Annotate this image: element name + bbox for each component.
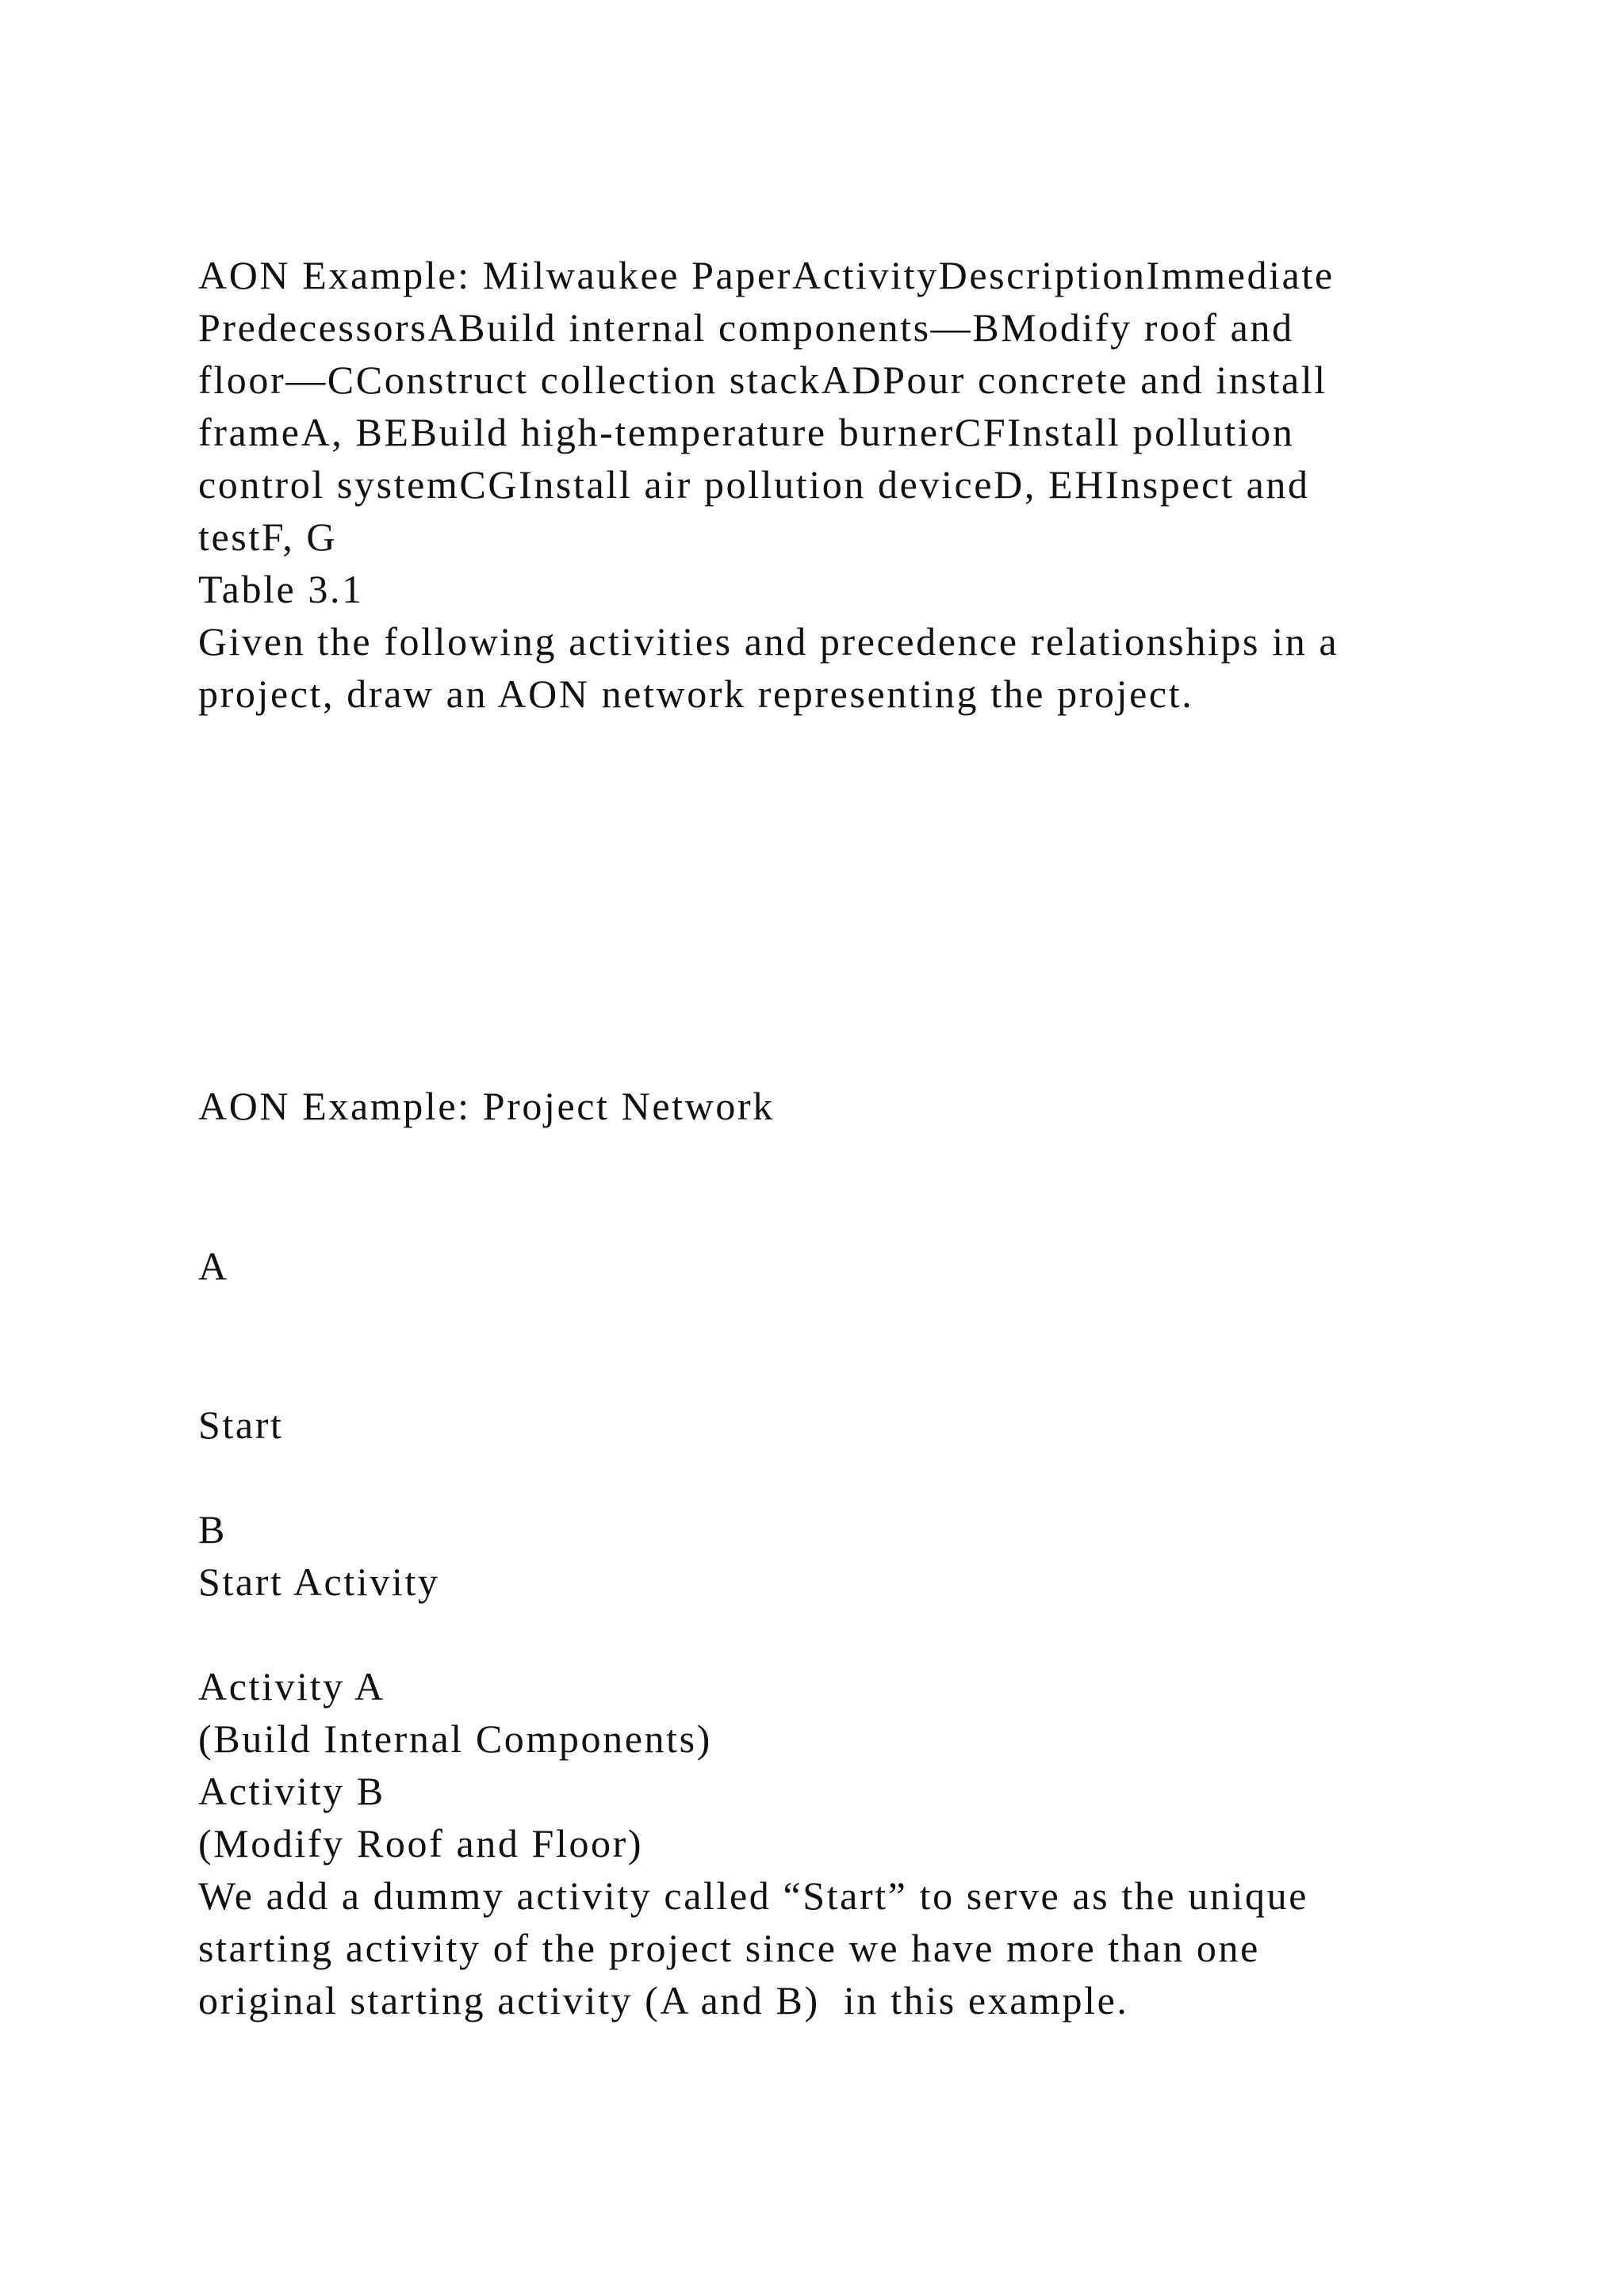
node-label-a: A — [198, 1244, 229, 1288]
table-text-line: AON Example: Milwaukee PaperActivityDescriptionImmediate — [198, 253, 1335, 297]
instruction-line: project, draw an AON network representing the project. — [198, 672, 1194, 716]
node-label-start: Start — [198, 1402, 284, 1447]
table-caption: Table 3.1 — [198, 567, 364, 611]
instruction-line: Given the following activities and precedence relationships in a — [198, 619, 1339, 664]
network-heading: AON Example: Project Network — [198, 1084, 775, 1128]
label-activity-a-description: (Build Internal Components) — [198, 1716, 712, 1761]
label-activity-b-description: (Modify Roof and Floor) — [198, 1821, 644, 1866]
note-line: We add a dummy activity called “Start” to serve as the unique — [198, 1873, 1308, 1918]
table-text-line: control systemCGInstall air pollution deviceD, EHInspect and — [198, 462, 1310, 507]
table-text-line: frameA, BEBuild high-temperature burnerCFInstall pollution — [198, 410, 1295, 454]
note-line: starting activity of the project since we have more than one — [198, 1926, 1260, 1970]
node-label-b: B — [198, 1507, 227, 1552]
label-start-activity: Start Activity — [198, 1559, 440, 1604]
label-activity-a: Activity A — [198, 1664, 385, 1709]
table-text-line: PredecessorsABuild internal components—BModify roof and — [198, 305, 1294, 350]
label-activity-b: Activity B — [198, 1769, 385, 1813]
note-line: original starting activity (A and B) in this example. — [198, 1978, 1129, 2022]
table-text-line: testF, G — [198, 515, 338, 559]
table-text-line: floor—CConstruct collection stackADPour concrete and install — [198, 358, 1327, 402]
